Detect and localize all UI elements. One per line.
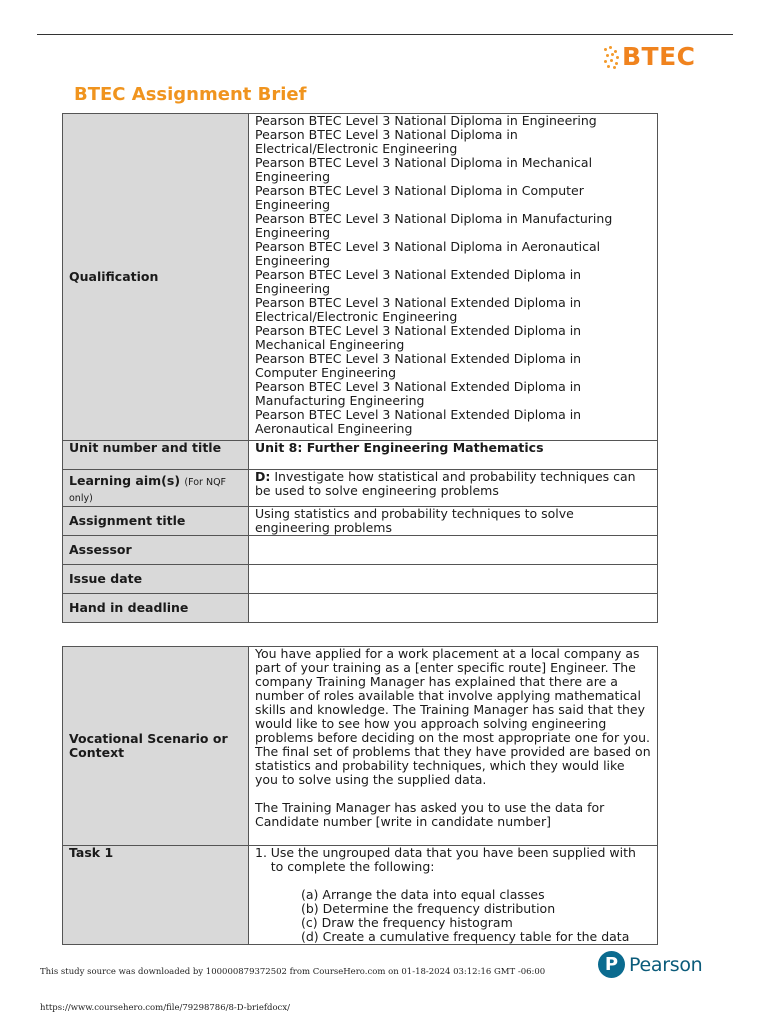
btec-dots-icon [602, 44, 620, 70]
assessor-value [249, 536, 658, 565]
task-label: Task 1 [63, 846, 249, 945]
qualification-line: Engineering [255, 253, 330, 268]
assignment-details-table [62, 113, 658, 623]
scenario-text [249, 647, 658, 846]
qualification-line: Pearson BTEC Level 3 National Diploma in Engineering [255, 113, 597, 128]
task-items-list [255, 888, 651, 944]
deadline-value [249, 594, 658, 623]
qualification-line: Electrical/Electronic Engineering [255, 309, 458, 324]
qualification-line: Engineering [255, 197, 330, 212]
assignment-title-label: Assignment title [63, 507, 249, 536]
qualification-label: Qualification [63, 114, 249, 441]
btec-logo-text: BTEC [622, 42, 696, 71]
qualification-line: Pearson BTEC Level 3 National Extended Diploma in [255, 351, 582, 366]
qualification-line: Manufacturing Engineering [255, 393, 425, 408]
top-rule [37, 34, 733, 35]
qualification-line: Pearson BTEC Level 3 National Diploma in Computer [255, 183, 584, 198]
qualification-line: Electrical/Electronic Engineering [255, 141, 458, 156]
qualification-line: Pearson BTEC Level 3 National Extended Diploma in [255, 407, 582, 422]
unit-label: Unit number and title [63, 441, 249, 470]
qualification-list [249, 114, 658, 441]
task-intro-line [255, 846, 651, 874]
source-url[interactable]: https://www.coursehero.com/file/79298786/8-D-briefdocx/ [40, 1003, 290, 1013]
learning-aim-label: Learning aim(s) [69, 473, 181, 488]
qualification-line: Pearson BTEC Level 3 National Extended Diploma in [255, 295, 582, 310]
qualification-line: Engineering [255, 281, 330, 296]
task-number: 1. [255, 845, 267, 860]
assessor-label: Assessor [63, 536, 249, 565]
scenario-paragraph-2: The Training Manager has asked you to use the data for Candidate number [write in candidate number] [255, 800, 605, 829]
learning-aim-code: D: [255, 469, 271, 484]
learning-aim-label-cell [63, 470, 249, 507]
scenario-row [63, 647, 658, 846]
qualification-line: Pearson BTEC Level 3 National Diploma in Aeronautical [255, 239, 601, 254]
learning-aim-row [63, 470, 658, 507]
qualification-line: Pearson BTEC Level 3 National Diploma in Manufacturing [255, 211, 613, 226]
assignment-title-row [63, 507, 658, 536]
task-item: (c) Draw the frequency histogram [301, 915, 513, 930]
btec-logo [602, 42, 696, 71]
qualification-row [63, 114, 658, 441]
pearson-wordmark: Pearson [629, 953, 703, 976]
learning-aim-value [249, 470, 658, 507]
scenario-paragraph-1: You have applied for a work placement at a local company as part of your training as a [enter specific route] Engineer. The company Training Manager has explained that there are a number of roles available that involve applying mathematical skills and knowledge. The Training Manager has said that they would like to see how you approach solving engineering problems before deciding on the most appropriate one for you. The final set of problems that they have provided are based on statistics and probability techniques, which they would like you to solve using the supplied data. [255, 646, 651, 787]
task-item: (d) Create a cumulative frequency table for the data [301, 929, 630, 944]
download-note: This study source was downloaded by 100000879372502 from CourseHero.com on 01-18-2024 03:12:16 GMT -06:00 [40, 967, 546, 977]
learning-aim-note: (For NQF only) [69, 477, 227, 504]
qualification-line: Engineering [255, 225, 330, 240]
issue-date-value [249, 565, 658, 594]
deadline-row [63, 594, 658, 623]
task-intro: Use the ungrouped data that you have been supplied with to complete the following: [270, 845, 636, 874]
task-item: (a) Arrange the data into equal classes [301, 887, 545, 902]
qualification-line: Engineering [255, 169, 330, 184]
issue-date-label: Issue date [63, 565, 249, 594]
learning-aim-text: Investigate how statistical and probability techniques can be used to solve engineering problems [255, 469, 636, 498]
qualification-line: Pearson BTEC Level 3 National Extended Diploma in [255, 267, 582, 282]
scenario-table [62, 646, 658, 945]
scenario-label: Vocational Scenario or Context [63, 647, 249, 846]
pearson-p-icon: P [598, 951, 625, 978]
task-item: (b) Determine the frequency distribution [301, 901, 556, 916]
qualification-line: Pearson BTEC Level 3 National Extended Diploma in [255, 379, 582, 394]
task-content [249, 846, 658, 945]
page-title: BTEC Assignment Brief [74, 84, 307, 105]
qualification-line: Pearson BTEC Level 3 National Extended Diploma in [255, 323, 582, 338]
issue-date-row [63, 565, 658, 594]
unit-row [63, 441, 658, 470]
qualification-line: Aeronautical Engineering [255, 421, 413, 436]
assignment-title-value: Using statistics and probability techniques to solve engineering problems [249, 507, 658, 536]
assessor-row [63, 536, 658, 565]
deadline-label: Hand in deadline [63, 594, 249, 623]
task-row [63, 846, 658, 945]
pearson-logo [598, 951, 702, 978]
unit-value: Unit 8: Further Engineering Mathematics [249, 441, 658, 470]
qualification-line: Pearson BTEC Level 3 National Diploma in [255, 127, 518, 142]
qualification-line: Mechanical Engineering [255, 337, 405, 352]
qualification-line: Pearson BTEC Level 3 National Diploma in Mechanical [255, 155, 593, 170]
qualification-line: Computer Engineering [255, 365, 397, 380]
